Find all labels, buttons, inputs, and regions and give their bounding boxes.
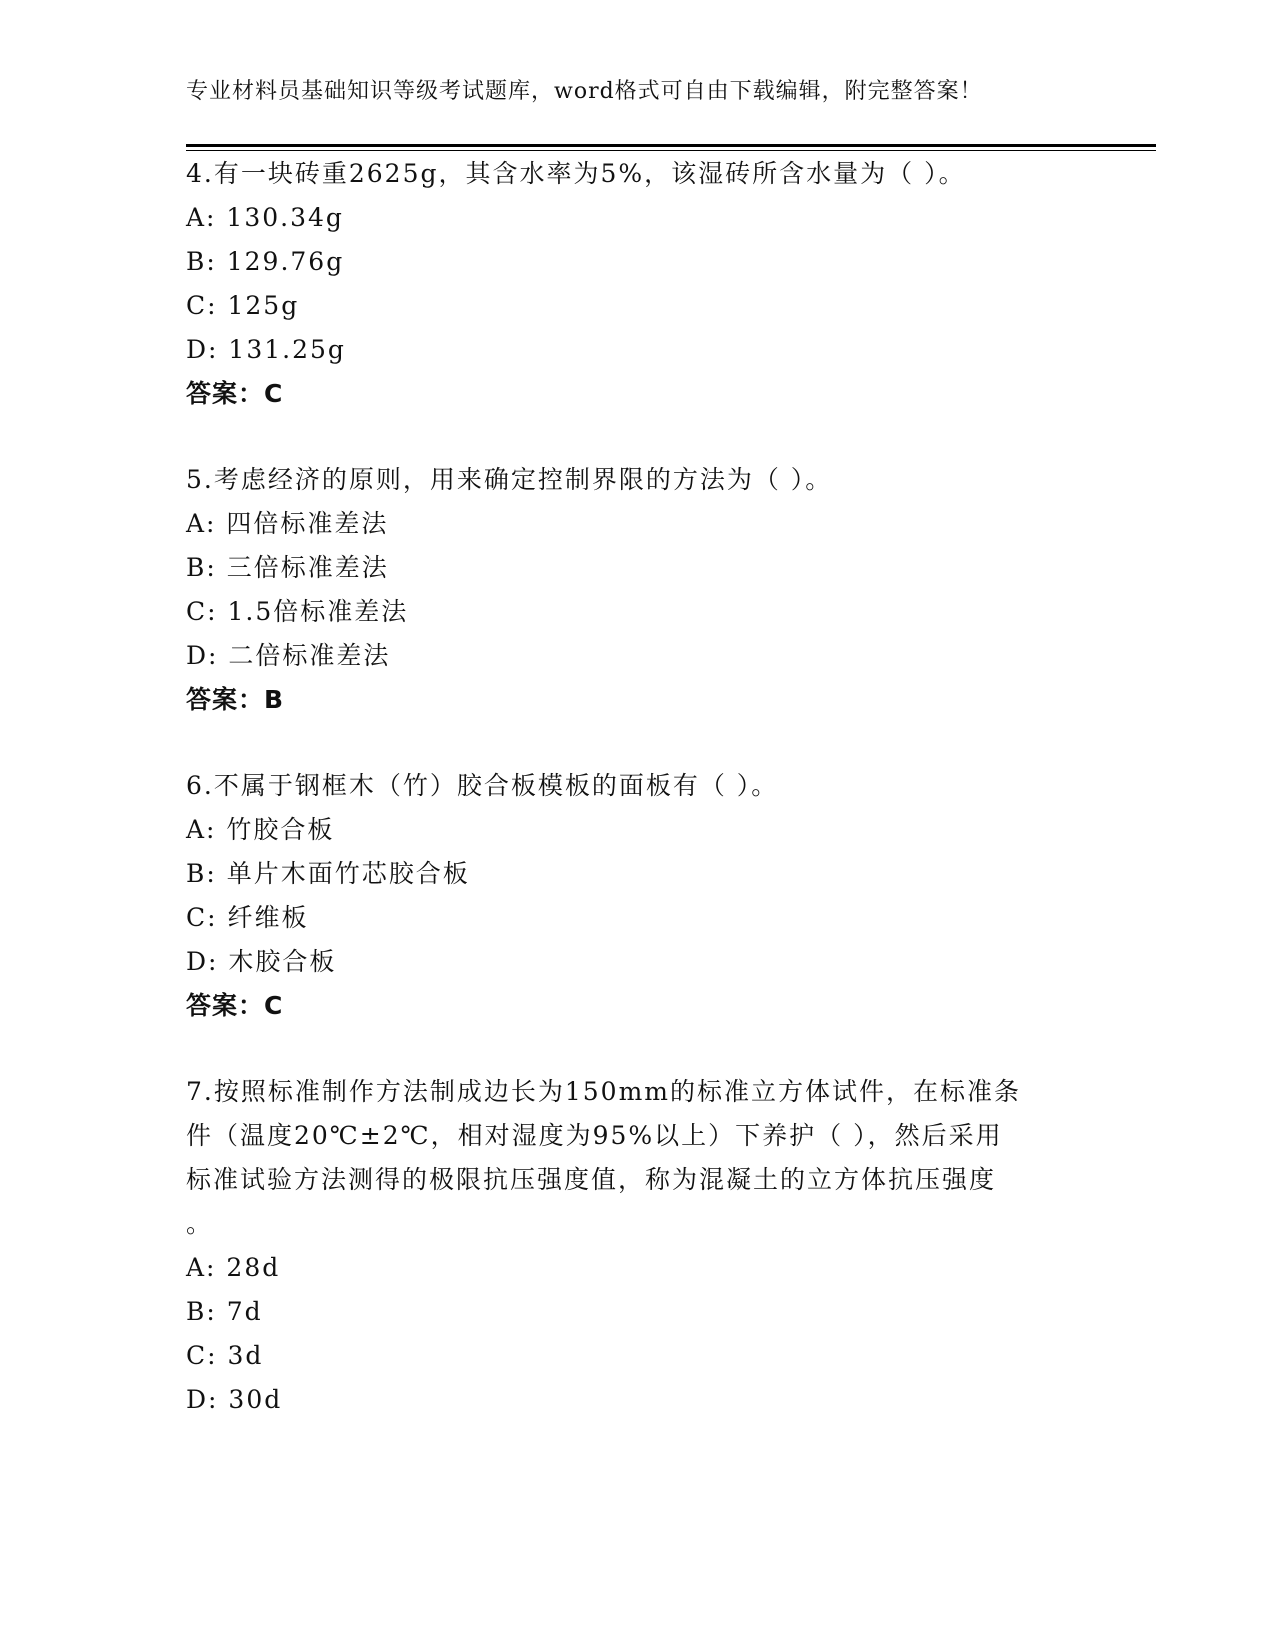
question-7-option-a: A: 28d xyxy=(186,1253,281,1282)
question-5-option-a: A: 四倍标准差法 xyxy=(186,509,389,538)
question-7-stem-line-4: 。 xyxy=(186,1209,214,1238)
question-4-option-c: C: 125g xyxy=(186,291,300,320)
question-4-stem: 4.有一块砖重2625g，其含水率为5%，该湿砖所含水量为（ ）。 xyxy=(186,159,966,188)
question-7-option-c: C: 3d xyxy=(186,1341,264,1370)
question-6-stem: 6.不属于钢框木（竹）胶合板模板的面板有（ ）。 xyxy=(186,771,779,800)
question-5-option-c: C: 1.5倍标准差法 xyxy=(186,597,409,626)
question-5-answer: 答案：B xyxy=(186,685,285,714)
question-6-answer: 答案：C xyxy=(186,991,284,1020)
question-7-option-d: D: 30d xyxy=(186,1385,283,1414)
question-5-option-d: D: 二倍标准差法 xyxy=(186,641,391,670)
question-7-stem-line-2: 件（温度20℃±2℃，相对湿度为95%以上）下养护（ ），然后采用 xyxy=(186,1121,1003,1150)
question-4-option-b: B: 129.76g xyxy=(186,247,345,276)
question-5-option-b: B: 三倍标准差法 xyxy=(186,553,389,582)
question-5-stem: 5.考虑经济的原则，用来确定控制界限的方法为（ ）。 xyxy=(186,465,833,494)
question-7-stem-line-3: 标准试验方法测得的极限抗压强度值，称为混凝土的立方体抗压强度 xyxy=(186,1165,997,1194)
question-4-answer: 答案：C xyxy=(186,379,284,408)
page-header: 专业材料员基础知识等级考试题库，word格式可自由下载编辑，附完整答案！ xyxy=(186,79,983,104)
question-7-stem-line-1: 7.按照标准制作方法制成边长为150mm的标准立方体试件，在标准条 xyxy=(186,1077,1021,1106)
question-6-option-a: A: 竹胶合板 xyxy=(186,815,335,844)
question-6-option-c: C: 纤维板 xyxy=(186,903,309,932)
question-4-option-a: A: 130.34g xyxy=(186,203,344,232)
header-rule-thick xyxy=(186,144,1156,147)
header-rule-thin xyxy=(186,150,1156,151)
question-4-option-d: D: 131.25g xyxy=(186,335,346,364)
question-6-option-d: D: 木胶合板 xyxy=(186,947,337,976)
question-6-option-b: B: 单片木面竹芯胶合板 xyxy=(186,859,470,888)
question-7-option-b: B: 7d xyxy=(186,1297,263,1326)
